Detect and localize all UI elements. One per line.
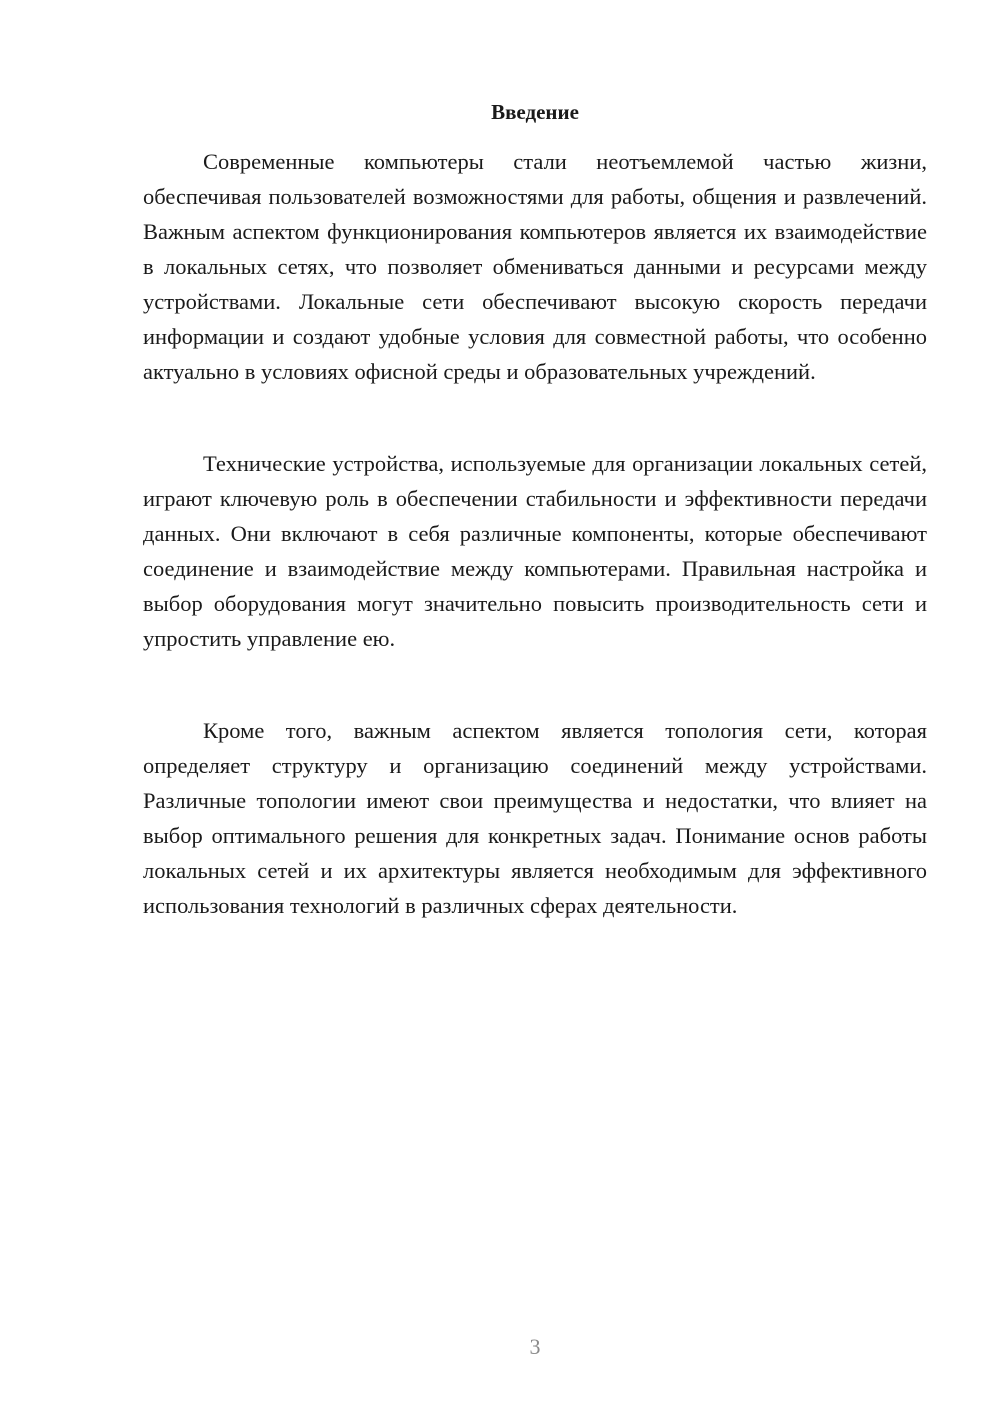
page-number: 3 <box>529 1334 541 1359</box>
paragraph-devices: Технические устройства, используемые для организации локальных сетей, играют ключевую роль в обеспечении стабильности и эффективности передачи данных. Они включают в себя различные компоненты, которые обеспечивают соединение и взаимодействие между компьютерами. Правильная настройка и выбор оборудования могут значительно повысить производительность сети и упростить управление ею. <box>143 451 927 651</box>
paragraph-intro: Современные компьютеры стали неотъемлемой частью жизни, обеспечивая пользователей возможностями для работы, общения и развлечений. Важным аспектом функционирования компьютеров является их взаимодействие в локальных сетях, что позволяет обмениваться данными и ресурсами между устройствами. Локальные сети обеспечивают высокую скорость передачи информации и создают удобные условия для совместной работы, что особенно актуально в условиях офисной среды и образовательных учреждений. <box>143 149 927 384</box>
page-title: Введение <box>491 100 579 124</box>
paragraph-topology: Кроме того, важным аспектом является топология сети, которая определяет структуру и организацию соединений между устройствами. Различные топологии имеют свои преимущества и недостатки, что влияет на выбор оптимального решения для конкретных задач. Понимание основ работы локальных сетей и их архитектуры является необходимым для эффективного использования технологий в различных сферах деятельности. <box>143 718 927 918</box>
